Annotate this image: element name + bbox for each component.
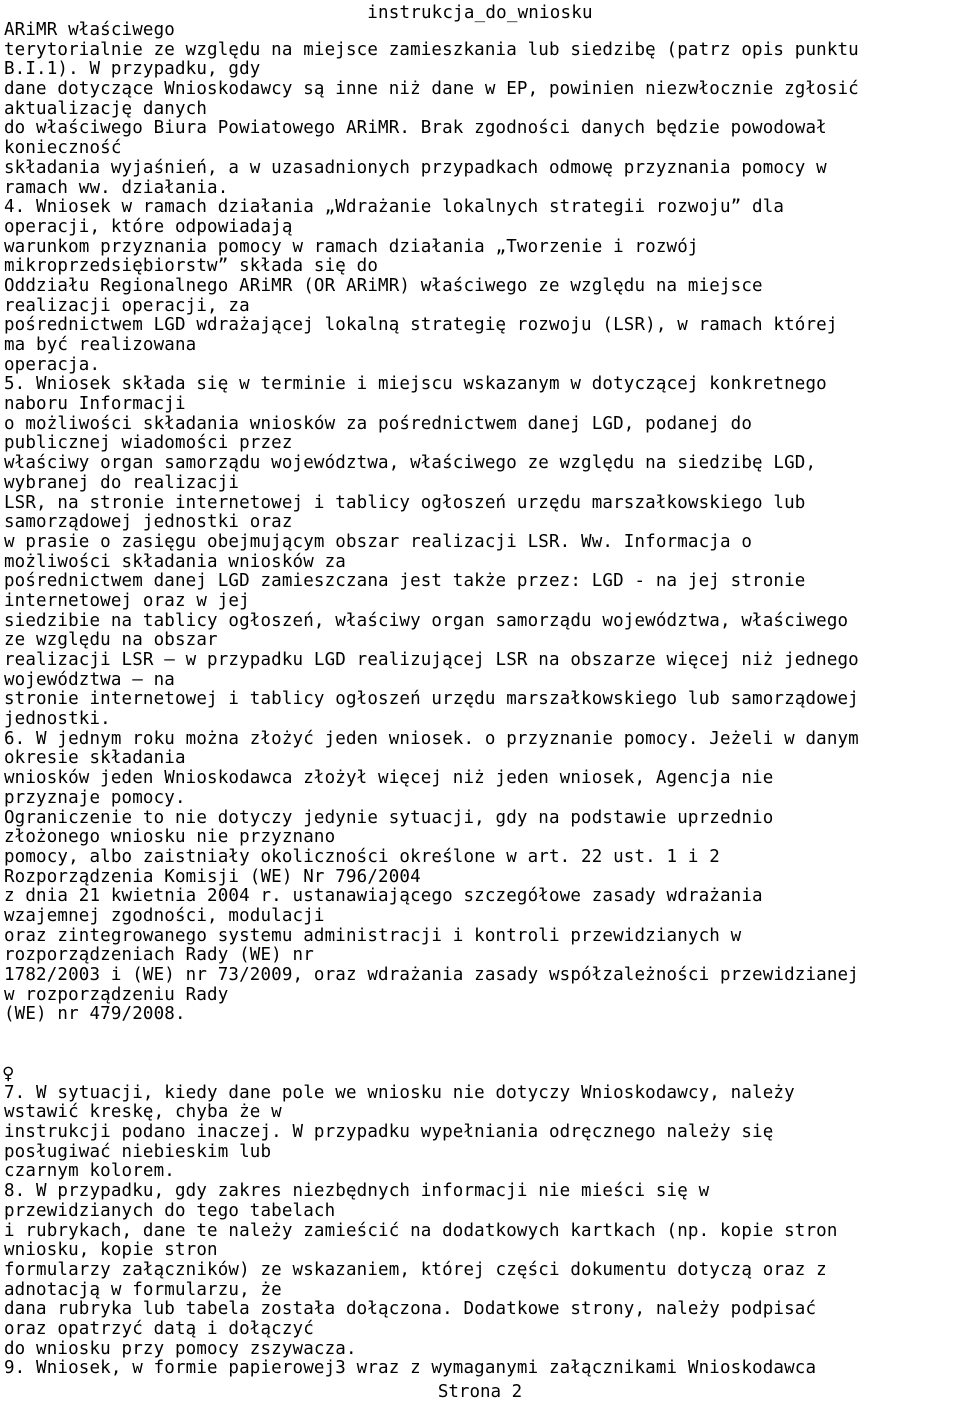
- text-line: 4. Wniosek w ramach działania „Wdrażanie lokalnych strategii rozwoju” dla: [4, 197, 785, 218]
- text-line: jednostki.: [4, 709, 111, 730]
- text-line: wzajemnej zgodności, modulacji: [4, 905, 325, 926]
- text-line: formularzy załączników) ze wskazaniem, której części dokumentu dotyczą oraz z: [4, 1259, 827, 1280]
- text-line: 6. W jednym roku można złożyć jeden wniosek. o przyznanie pomocy. Jeżeli w danym: [4, 728, 859, 749]
- text-line: pośrednictwem danej LGD zamieszczana jest także przez: LGD - na jej stronie: [4, 571, 806, 592]
- text-line: Ograniczenie to nie dotyczy jedynie sytuacji, gdy na podstawie uprzednio: [4, 807, 774, 828]
- page-number-footer: Strona 2: [437, 1382, 523, 1402]
- text-line: publicznej wiadomości przez: [4, 433, 293, 454]
- text-line: województwa – na: [4, 669, 175, 690]
- text-line: konieczność: [4, 138, 122, 159]
- text-line: czarnym kolorem.: [4, 1161, 175, 1182]
- text-line: aktualizację danych: [4, 98, 208, 119]
- text-line: naboru Informacji: [4, 394, 186, 415]
- document-body-block-1: [4, 21, 960, 1025]
- text-line: do wniosku przy pomocy zszywacza.: [4, 1338, 357, 1359]
- text-line: właściwy organ samorządu województwa, właściwego ze względu na siedzibę LGD,: [4, 453, 817, 474]
- text-line: siedzibie na tablicy ogłoszeń, właściwy organ samorządu województwa, właściwego: [4, 610, 849, 631]
- text-line: wniosków jeden Wnioskodawca złożył więcej niż jeden wniosek, Agencja nie: [4, 768, 774, 789]
- text-line: z dnia 21 kwietnia 2004 r. ustanawiającego szczegółowe zasady wdrażania: [4, 886, 763, 907]
- text-line: w rozporządzeniu Rady: [4, 984, 229, 1005]
- text-line: LSR, na stronie internetowej i tablicy ogłoszeń urzędu marszałkowskiego lub: [4, 492, 806, 513]
- text-line: możliwości składania wniosków za: [4, 551, 346, 572]
- text-line: pośrednictwem LGD wdrażającej lokalną strategię rozwoju (LSR), w ramach której: [4, 315, 838, 336]
- text-line: do właściwego Biura Powiatowego ARiMR. Brak zgodności danych będzie powodował: [4, 118, 827, 139]
- text-line: operacji, które odpowiadają: [4, 216, 293, 237]
- text-line: operacja.: [4, 354, 101, 375]
- text-line: mikroprzedsiębiorstw” składa się do: [4, 256, 379, 277]
- text-line: (WE) nr 479/2008.: [4, 1004, 186, 1025]
- text-line: 9. Wniosek, w formie papierowej3 wraz z wymaganymi załącznikami Wnioskodawca: [4, 1358, 817, 1379]
- text-line: w prasie o zasięgu obejmującym obszar realizacji LSR. Ww. Informacja o: [4, 531, 753, 552]
- text-line: ze względu na obszar: [4, 630, 218, 651]
- text-line: złożonego wniosku nie przyznano: [4, 827, 336, 848]
- text-line: internetowej oraz w jej: [4, 590, 250, 611]
- text-line: Oddziału Regionalnego ARiMR (OR ARiMR) właściwego ze względu na miejsce: [4, 275, 763, 296]
- text-line: 8. W przypadku, gdy zakres niezbędnych informacji nie mieści się w: [4, 1181, 710, 1202]
- text-line: realizacji operacji, za: [4, 295, 250, 316]
- text-line: dana rubryka lub tabela została dołączona. Dodatkowe strony, należy podpisać: [4, 1299, 817, 1320]
- text-line: wniosku, kopie stron: [4, 1240, 218, 1261]
- text-line: terytorialnie ze względu na miejsce zamieszkania lub siedzibę (patrz opis punktu: [4, 39, 859, 60]
- text-line: [4, 1064, 960, 1084]
- text-line: posługiwać niebieskim lub: [4, 1141, 272, 1162]
- text-line: okresie składania: [4, 748, 186, 769]
- text-line: instrukcji podano inaczej. W przypadku wypełniania odręcznego należy się: [4, 1122, 774, 1143]
- text-line: ramach ww. działania.: [4, 177, 229, 198]
- text-line: ARiMR właściwego: [4, 20, 175, 40]
- text-line: i rubrykach, dane te należy zamieścić na dodatkowych kartkach (np. kopie stron: [4, 1220, 838, 1241]
- text-line: wstawić kreskę, chyba że w: [4, 1102, 282, 1123]
- female-symbol-marker: ♀: [2, 1064, 15, 1084]
- text-line: 1782/2003 i (WE) nr 73/2009, oraz wdrażania zasady współzależności przewidzianej: [4, 965, 859, 985]
- text-line: przewidzianych do tego tabelach: [4, 1200, 336, 1221]
- text-line: składania wyjaśnień, a w uzasadnionych przypadkach odmowę przyznania pomocy w: [4, 157, 827, 178]
- text-line: dane dotyczące Wnioskodawcy są inne niż dane w EP, powinien niezwłocznie zgłosić: [4, 79, 859, 100]
- text-line: B.I.1). W przypadku, gdy: [4, 59, 261, 80]
- text-line: oraz zintegrowanego systemu administracji i kontroli przewidzianych w: [4, 925, 742, 946]
- text-line: warunkom przyznania pomocy w ramach działania „Tworzenie i rozwój: [4, 236, 699, 257]
- text-line: realizacji LSR – w przypadku LGD realizującej LSR na obszarze więcej niż jednego: [4, 650, 859, 670]
- text-line: samorządowej jednostki oraz: [4, 512, 293, 533]
- document-header-title: instrukcja_do_wniosku: [367, 3, 593, 23]
- text-line: ma być realizowana: [4, 335, 197, 355]
- text-line: Rozporządzenia Komisji (WE) Nr 796/2004: [4, 866, 421, 887]
- text-line: 7. W sytuacji, kiedy dane pole we wniosku nie dotyczy Wnioskodawcy, należy: [4, 1082, 795, 1103]
- text-line: stronie internetowej i tablicy ogłoszeń urzędu marszałkowskiego lub samorządowej: [4, 689, 859, 710]
- text-line: pomocy, albo zaistniały okoliczności określone w art. 22 ust. 1 i 2: [4, 846, 720, 867]
- text-line: adnotacją w formularzu, że: [4, 1279, 282, 1300]
- text-line: przyznaje pomocy.: [4, 787, 186, 808]
- document-body-block-2: [4, 1064, 960, 1379]
- text-line: rozporządzeniach Rady (WE) nr: [4, 945, 314, 966]
- text-line: o możliwości składania wniosków za pośrednictwem danej LGD, podanej do: [4, 413, 753, 434]
- text-line: oraz opatrzyć datą i dołączyć: [4, 1318, 314, 1339]
- text-line: wybranej do realizacji: [4, 472, 240, 493]
- text-line: 5. Wniosek składa się w terminie i miejscu wskazanym w dotyczącej konkretnego: [4, 374, 827, 395]
